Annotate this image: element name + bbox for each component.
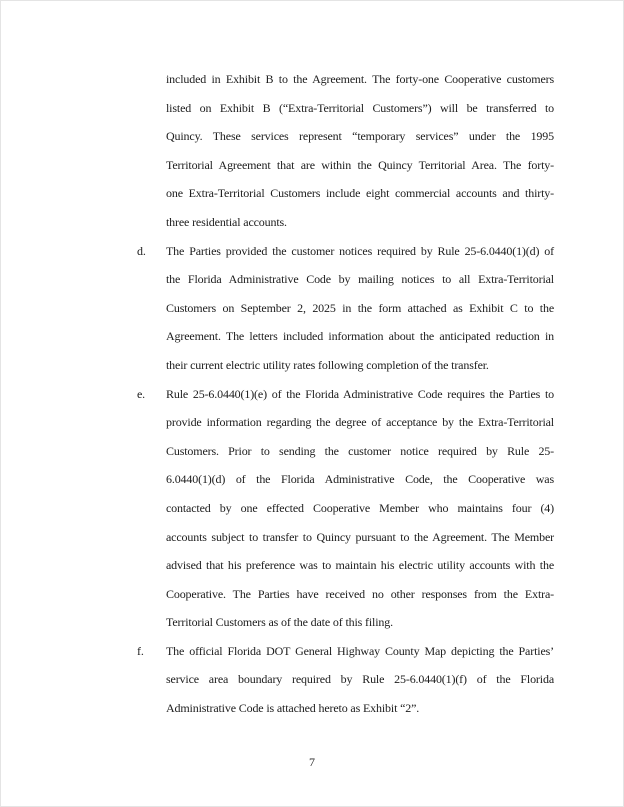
text-line: Customers on September 2, 2025 in the form attached as Exhibit C to the	[166, 300, 554, 315]
text-line: Territorial Agreement that are within the Quincy Territorial Area. The forty-	[166, 157, 554, 172]
list-marker: d.	[137, 243, 146, 258]
text-line: contacted by one effected Cooperative Member who maintains four (4)	[166, 500, 554, 515]
text-line: Administrative Code is attached hereto as Exhibit “2”.	[166, 701, 420, 716]
paragraph-c-continuation	[166, 65, 554, 237]
text-line: included in Exhibit B to the Agreement. The forty-one Cooperative customers	[166, 72, 554, 86]
page-number: 7	[309, 755, 315, 769]
text-line: Territorial Customers as of the date of this filing.	[166, 615, 393, 630]
text-line: Quincy. These services represent “temporary services” under the 1995	[166, 129, 554, 144]
text-line: service area boundary required by Rule 25-6.0440(1)(f) of the Florida	[166, 672, 554, 687]
text-line: Customers. Prior to sending the customer notice required by Rule 25-	[166, 443, 554, 458]
text-line: The official Florida DOT General Highway County Map depicting the Parties’	[166, 643, 554, 658]
list-marker: f.	[137, 643, 144, 658]
text-line: accounts subject to transfer to Quincy pursuant to the Agreement. The Member	[166, 529, 554, 544]
text-line: 6.0440(1)(d) of the Florida Administrative Code, the Cooperative was	[166, 472, 554, 487]
text-line: listed on Exhibit B (“Extra-Territorial Customers”) will be transferred to	[166, 100, 554, 115]
list-marker: e.	[137, 386, 146, 401]
paragraph-d	[137, 237, 554, 380]
text-line: Cooperative. The Parties have received no other responses from the Extra-	[166, 586, 554, 601]
text-line: three residential accounts.	[166, 214, 287, 229]
paragraph-e	[137, 380, 554, 637]
document-body	[137, 65, 554, 723]
text-line: Agreement. The letters included information about the anticipated reduction in	[166, 329, 554, 344]
text-line: provide information regarding the degree of acceptance by the Extra-Territorial	[166, 415, 554, 430]
text-line: The Parties provided the customer notices required by Rule 25-6.0440(1)(d) of	[166, 243, 554, 258]
text-line: advised that his preference was to maintain his electric utility accounts with the	[166, 558, 554, 573]
text-line: Rule 25-6.0440(1)(e) of the Florida Administrative Code requires the Parties to	[166, 386, 554, 401]
text-line: their current electric utility rates following completion of the transfer.	[166, 357, 489, 372]
text-line: the Florida Administrative Code by mailing notices to all Extra-Territorial	[166, 272, 554, 287]
text-line: one Extra-Territorial Customers include eight commercial accounts and thirty-	[166, 186, 554, 201]
paragraph-f	[137, 637, 554, 723]
